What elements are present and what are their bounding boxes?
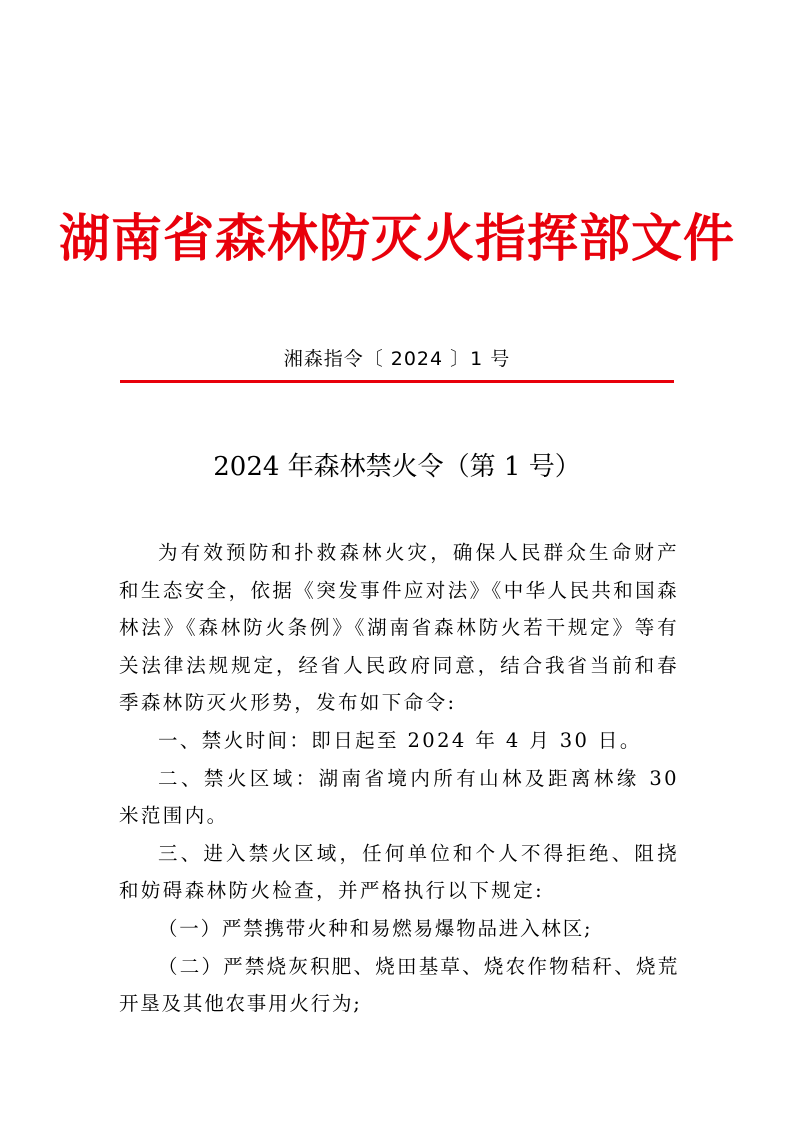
body-paragraph-rule-1: （一）严禁携带火种和易燃易爆物品进入林区; [158,916,593,940]
document-body [119,534,679,1023]
document-header-title: 湖南省森林防灭火指挥部文件 [58,210,735,269]
body-paragraph-time: 一、禁火时间：即日起至 2024 年 4 月 30 日。 [158,728,642,752]
body-paragraph-inspection: 三、进入禁火区域，任何单位和个人不得拒绝、阻挠和妨碍森林防火检查，并严格执行以下规定: [119,841,679,903]
body-paragraph-intro: 为有效预防和扑救森林火灾，确保人民群众生命财产和生态安全，依据《突发事件应对法》《中华人民共和国森林法》《森林防火条例》《湖南省森林防火若干规定》等有关法律法规规定，经省人民政府同意，结合我省当前和春季森林防灭火形势，发布如下命令: [119,541,679,715]
body-paragraph-rule-2: （二）严禁烧灰积肥、烧田基草、烧农作物秸秆、烧荒开垦及其他农事用火行为; [119,954,679,1016]
body-paragraph-area: 二、禁火区域：湖南省境内所有山林及距离林缘 30 米范围内。 [119,766,679,828]
document-title: 2024 年森林禁火令（第 1 号） [213,452,581,482]
document-number: 湘森指令〔 2024 〕1 号 [283,348,511,370]
header-divider-line [120,380,674,383]
